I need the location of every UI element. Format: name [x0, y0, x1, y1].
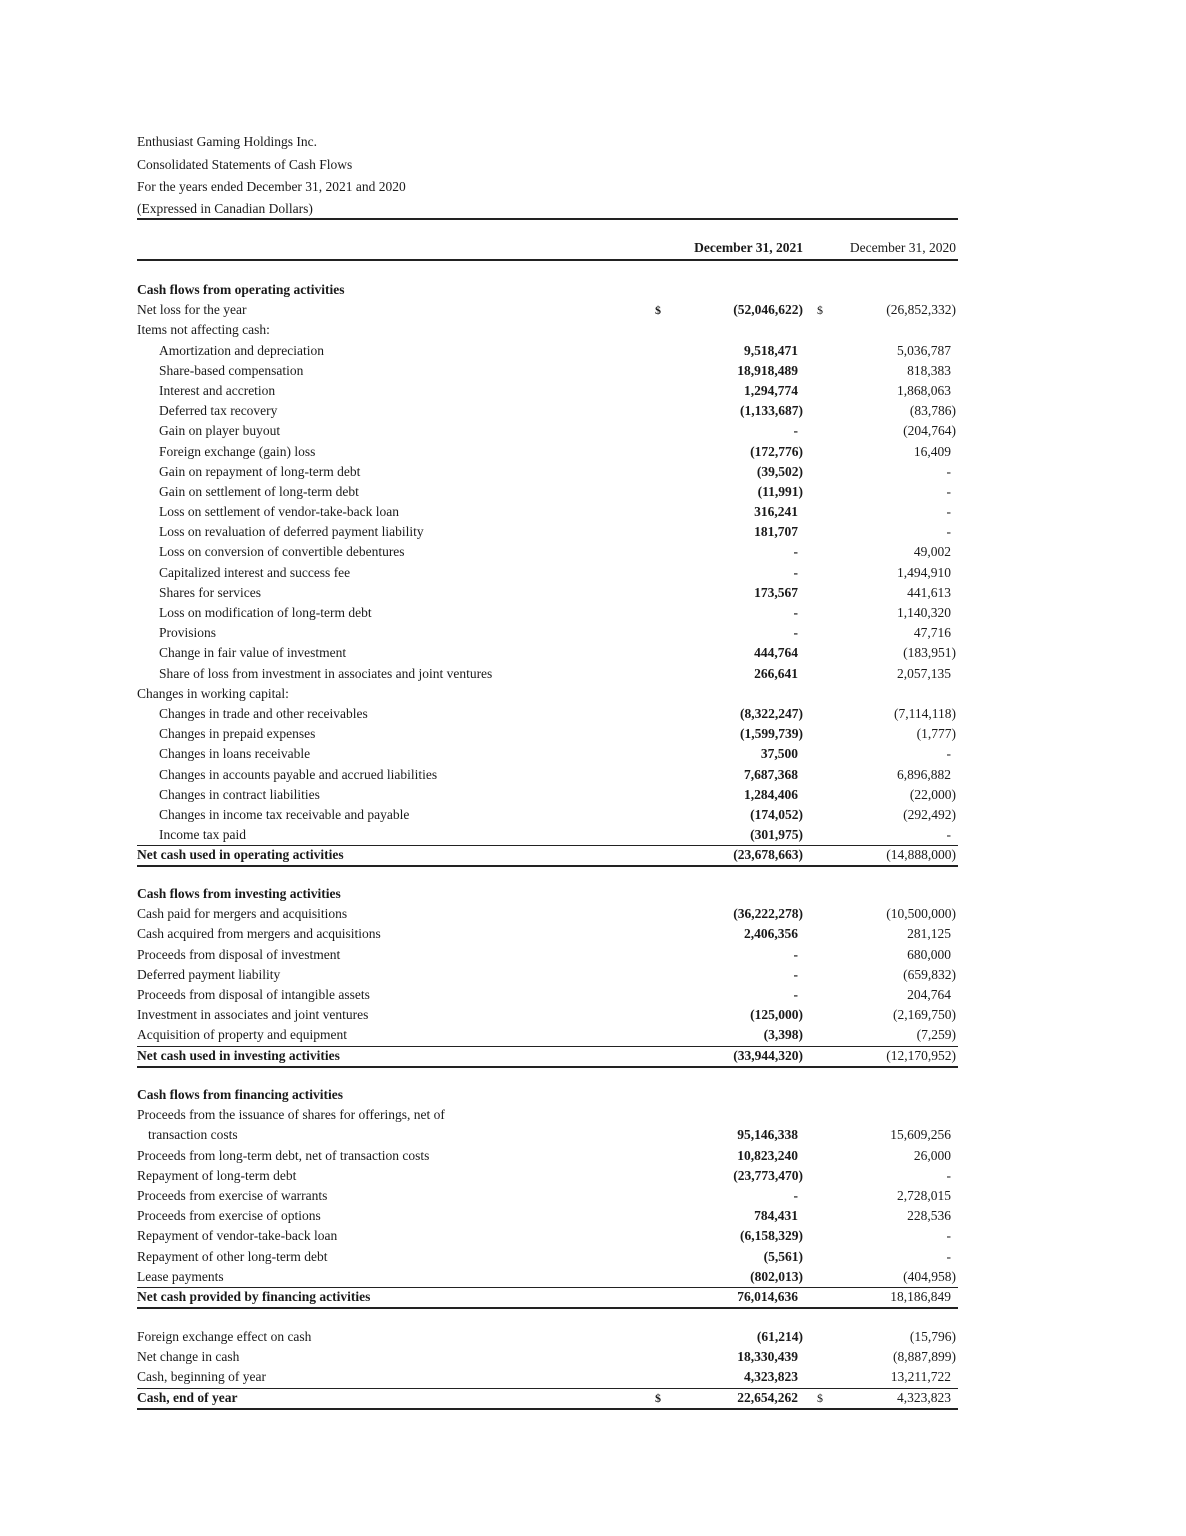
table-row: Income tax paid (301,975) -	[137, 825, 958, 845]
column-header-rule	[137, 259, 958, 261]
table-row: Proceeds from long-term debt, net of transaction costs 10,823,240 26,000	[137, 1147, 951, 1163]
table-row: Changes in contract liabilities 1,284,406 (22,000)	[159, 786, 956, 802]
table-row-label-line: Proceeds from the issuance of shares for offerings, net of	[137, 1107, 445, 1123]
table-row: Cash, beginning of year 4,323,823 13,211,722	[137, 1367, 958, 1387]
table-row: Shares for services 173,567 441,613	[159, 584, 951, 600]
table-row: Foreign exchange (gain) loss (172,776) 16,409	[159, 443, 951, 459]
table-row: Repayment of long-term debt (23,773,470) -	[137, 1167, 951, 1183]
currency-symbol: $	[655, 1390, 661, 1405]
table-row: Acquisition of property and equipment (3,398) (7,259)	[137, 1025, 958, 1045]
column-header-2021: December 31, 2021	[694, 240, 803, 255]
table-row: Capitalized interest and success fee - 1,494,910	[159, 564, 951, 580]
total-row-cash-end: Cash, end of year $ 22,654,262 $ 4,323,823	[137, 1388, 958, 1408]
total-row-investing: Net cash used in investing activities (33,944,320) (12,170,952)	[137, 1046, 958, 1066]
table-row: Amortization and depreciation 9,518,471 5,036,787	[159, 342, 951, 358]
table-row: Loss on conversion of convertible debentures - 49,002	[159, 544, 951, 560]
section-heading: Cash flows from operating activities	[137, 282, 345, 297]
table-row: Loss on modification of long-term debt - 1,140,320	[159, 605, 951, 620]
section-heading: Cash flows from investing activities	[137, 886, 341, 901]
table-row: Gain on player buyout - (204,764)	[159, 423, 956, 439]
table-row: Proceeds from disposal of intangible assets - 204,764	[137, 986, 951, 1002]
table-row: Change in fair value of investment 444,764 (183,951)	[159, 645, 956, 661]
table-row: Proceeds from exercise of warrants - 2,728,015	[137, 1187, 951, 1203]
total-row-operating: Net cash used in operating activities (23,678,663) (14,888,000)	[137, 845, 958, 865]
table-row: Changes in trade and other receivables (8,322,247) (7,114,118)	[159, 705, 956, 721]
statement-period: For the years ended December 31, 2021 and 2020	[137, 179, 406, 194]
table-row: Proceeds from disposal of investment - 680,000	[137, 946, 951, 962]
table-row: transaction costs 95,146,338 15,609,256	[148, 1127, 951, 1143]
header-rule	[137, 218, 958, 220]
currency-symbol: $	[817, 303, 823, 318]
table-row: Provisions - 47,716	[159, 625, 951, 641]
currency-symbol: $	[817, 1390, 823, 1405]
table-row: Deferred tax recovery (1,133,687) (83,786)	[159, 403, 956, 419]
table-row: Repayment of other long-term debt (5,561) -	[137, 1248, 951, 1264]
table-row: Share-based compensation 18,918,489 818,383	[159, 362, 951, 378]
currency-symbol: $	[655, 303, 661, 318]
table-row: Cash acquired from mergers and acquisitions 2,406,356 281,125	[137, 926, 951, 942]
section-heading: Cash flows from financing activities	[137, 1087, 343, 1102]
statement-title: Consolidated Statements of Cash Flows	[137, 157, 353, 172]
table-row: Net change in cash 18,330,439 (8,887,899)	[137, 1349, 956, 1365]
table-row: Gain on settlement of long-term debt (11,991) -	[159, 483, 951, 499]
currency-note: (Expressed in Canadian Dollars)	[137, 201, 313, 216]
total-row-financing: Net cash provided by financing activities 76,014,636 18,186,849	[137, 1287, 958, 1307]
table-row: Gain on repayment of long-term debt (39,502) -	[159, 463, 951, 479]
table-row: Repayment of vendor-take-back loan (6,158,329) -	[137, 1228, 951, 1244]
table-row: Deferred payment liability - (659,832)	[137, 966, 956, 982]
table-row: Cash paid for mergers and acquisitions (36,222,278) (10,500,000)	[137, 906, 956, 922]
summary-section	[137, 1327, 958, 1408]
table-row: Loss on settlement of vendor-take-back loan 316,241 -	[159, 504, 951, 520]
table-row: Changes in prepaid expenses (1,599,739) (1,777)	[159, 726, 956, 742]
table-row: Changes in accounts payable and accrued liabilities 7,687,368 6,896,882	[159, 766, 951, 782]
table-row: Lease payments (802,013) (404,958)	[137, 1267, 958, 1287]
column-header-2020: December 31, 2020	[849, 240, 956, 255]
operating-section	[137, 280, 958, 865]
table-row: Net loss for the year $ (52,046,622) $ (26,852,332)	[137, 300, 958, 320]
table-row: Interest and accretion 1,294,774 1,868,063	[159, 382, 951, 398]
investing-section	[137, 884, 958, 1066]
company-name: Enthusiast Gaming Holdings Inc.	[137, 134, 317, 149]
table-row: Share of loss from investment in associates and joint ventures 266,641 2,057,135	[159, 665, 951, 681]
table-row: Foreign exchange effect on cash (61,214) (15,796)	[137, 1329, 956, 1344]
table-row: Changes in income tax receivable and payable (174,052) (292,492)	[159, 806, 956, 822]
table-row: Changes in loans receivable 37,500 -	[159, 746, 951, 762]
table-row: Proceeds from exercise of options 784,431 228,536	[137, 1208, 951, 1224]
table-row: Loss on revaluation of deferred payment liability 181,707 -	[159, 524, 951, 540]
financing-section	[137, 1085, 958, 1307]
subheading-row: Changes in working capital:	[137, 685, 289, 701]
subheading-row: Items not affecting cash:	[137, 322, 270, 338]
table-row: Investment in associates and joint ventures (125,000) (2,169,750)	[137, 1007, 956, 1023]
